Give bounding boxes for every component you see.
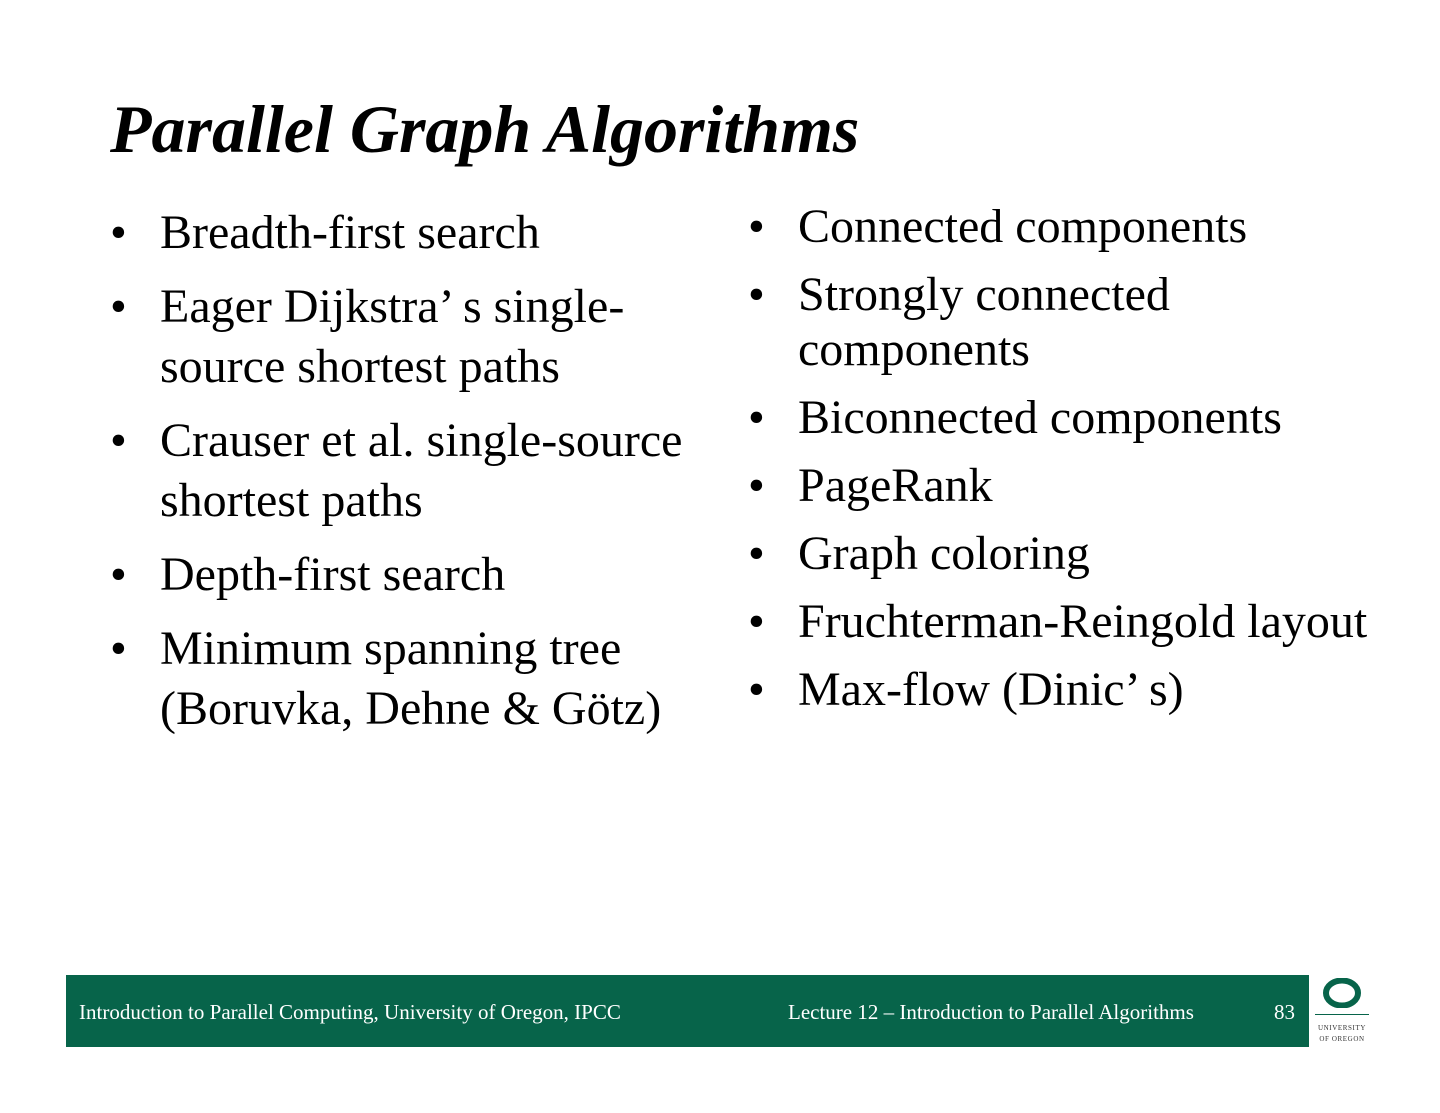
bullet-icon: • [748,527,765,580]
list-item-text: PageRank [798,459,993,512]
bullet-icon: • [110,206,127,259]
logo-text-university: UNIVERSITY [1318,1024,1366,1032]
list-item [748,458,1388,513]
left-bullet-list [110,203,730,753]
list-item-text: Connected components [798,200,1248,253]
list-item-text: Eager Dijkstra’ s single-source shortest paths [160,280,625,393]
bullet-icon: • [748,200,765,253]
page-number: 83 [1274,1000,1295,1024]
bullet-icon: • [748,391,765,444]
bullet-icon: • [110,548,127,601]
list-item [110,203,730,263]
list-item [748,390,1388,445]
list-item [748,526,1388,581]
bullet-icon: • [110,622,127,675]
footer-lecture-title: Lecture 12 – Introduction to Parallel Algorithms [788,1000,1194,1024]
bullet-icon: • [748,268,765,321]
bullet-icon: • [110,280,127,333]
list-item [110,619,730,739]
list-item-text: Max-flow (Dinic’ s) [798,663,1184,716]
list-item-text: Breadth-first search [160,206,540,259]
footer-course-title: Introduction to Parallel Computing, University of Oregon, IPCC [79,1000,621,1024]
list-item-text: Minimum spanning tree (Boruvka, Dehne & Götz) [160,622,662,735]
bullet-icon: • [748,459,765,512]
footer-bar [66,975,1309,1047]
list-item [748,594,1388,649]
university-of-oregon-logo [1313,978,1371,1046]
list-item-text: Fruchterman-Reingold layout [798,595,1368,648]
list-item-text: Crauser et al. single-source shortest paths [160,414,683,527]
list-item-text: Graph coloring [798,527,1090,580]
bullet-icon: • [110,414,127,467]
list-item-text: Strongly connected components [798,268,1170,376]
list-item [748,662,1388,717]
list-item [748,267,1388,377]
bullet-icon: • [748,663,765,716]
logo-divider [1315,1014,1369,1015]
list-item [110,277,730,397]
list-item [110,545,730,605]
right-bullet-list [748,199,1388,730]
list-item [748,199,1388,254]
list-item-text: Depth-first search [160,548,506,601]
list-item-text: Biconnected components [798,391,1282,444]
oregon-o-icon [1323,978,1361,1008]
logo-text-of-oregon: OF OREGON [1319,1035,1365,1043]
list-item [110,411,730,531]
bullet-icon: • [748,595,765,648]
slide-title: Parallel Graph Algorithms [110,91,860,167]
